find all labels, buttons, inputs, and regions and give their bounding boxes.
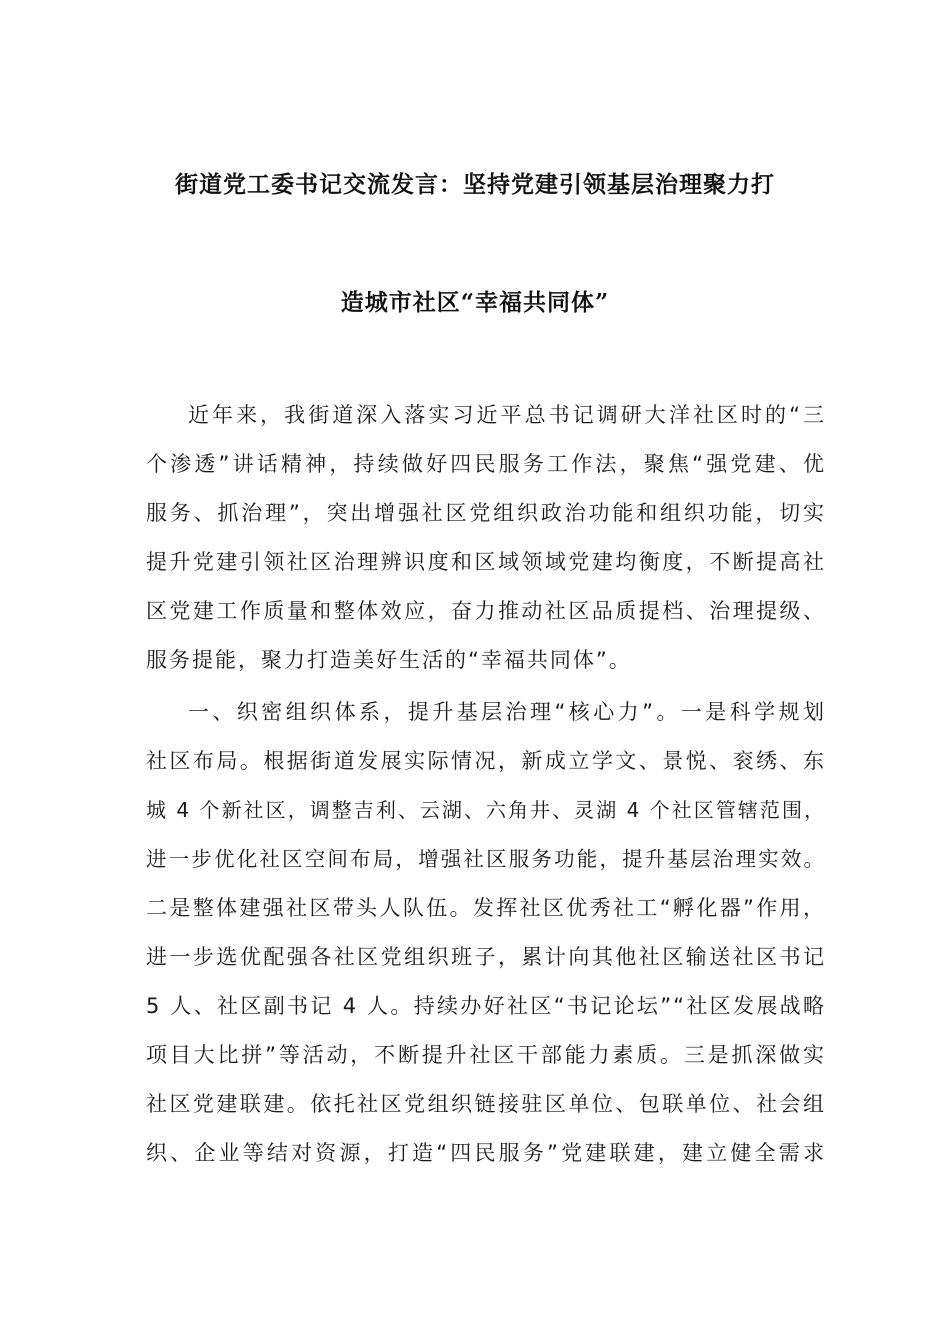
body-text-line: 提升党建引领社区治理辨识度和区域领域党建均衡度，不断提高社 [146, 550, 826, 574]
body-text-line: 服务、抓治理”，突出增强社区党组织政治功能和组织功能，切实 [146, 501, 826, 525]
body-text-line: 项目大比拼”等活动，不断提升社区干部能力素质。三是抓深做实 [146, 1043, 826, 1067]
body-text-line: 近年来，我街道深入落实习近平总书记调研大洋社区时的“三 [188, 403, 826, 427]
body-text-line: 进一步优化社区空间布局，增强社区服务功能，提升基层治理实效。 [146, 847, 826, 871]
body-text-line: 5 人、社区副书记 4 人。持续办好社区“书记论坛”“社区发展战略 [146, 994, 826, 1018]
body-text-line: 个渗透”讲话精神，持续做好四民服务工作法，聚焦“强党建、优 [146, 452, 826, 476]
document-title-line-2: 造城市社区“幸福共同体” [340, 289, 610, 316]
document-title-line-1: 街道党工委书记交流发言：坚持党建引领基层治理聚力打 [175, 171, 775, 198]
body-text-line: 织、企业等结对资源，打造“四民服务”党建联建，建立健全需求 [146, 1141, 826, 1165]
body-text-line: 城 4 个新社区，调整吉利、云湖、六角井、灵湖 4 个社区管辖范围， [146, 798, 826, 822]
body-text-line: 社区党建联建。依托社区党组织链接驻区单位、包联单位、社会组 [146, 1092, 826, 1116]
body-text-line: 社区布局。根据街道发展实际情况，新成立学文、景悦、衮绣、东 [146, 749, 826, 773]
body-text-line: 一、织密组织体系，提升基层治理“核心力”。一是科学规划 [188, 700, 826, 724]
body-text-line: 进一步选优配强各社区党组织班子，累计向其他社区输送社区书记 [146, 945, 826, 969]
body-text-line: 二是整体建强社区带头人队伍。发挥社区优秀社工“孵化器”作用， [146, 896, 826, 920]
body-text-line: 服务提能，聚力打造美好生活的“幸福共同体”。 [146, 648, 632, 672]
body-text-line: 区党建工作质量和整体效应，奋力推动社区品质提档、治理提级、 [146, 599, 826, 623]
